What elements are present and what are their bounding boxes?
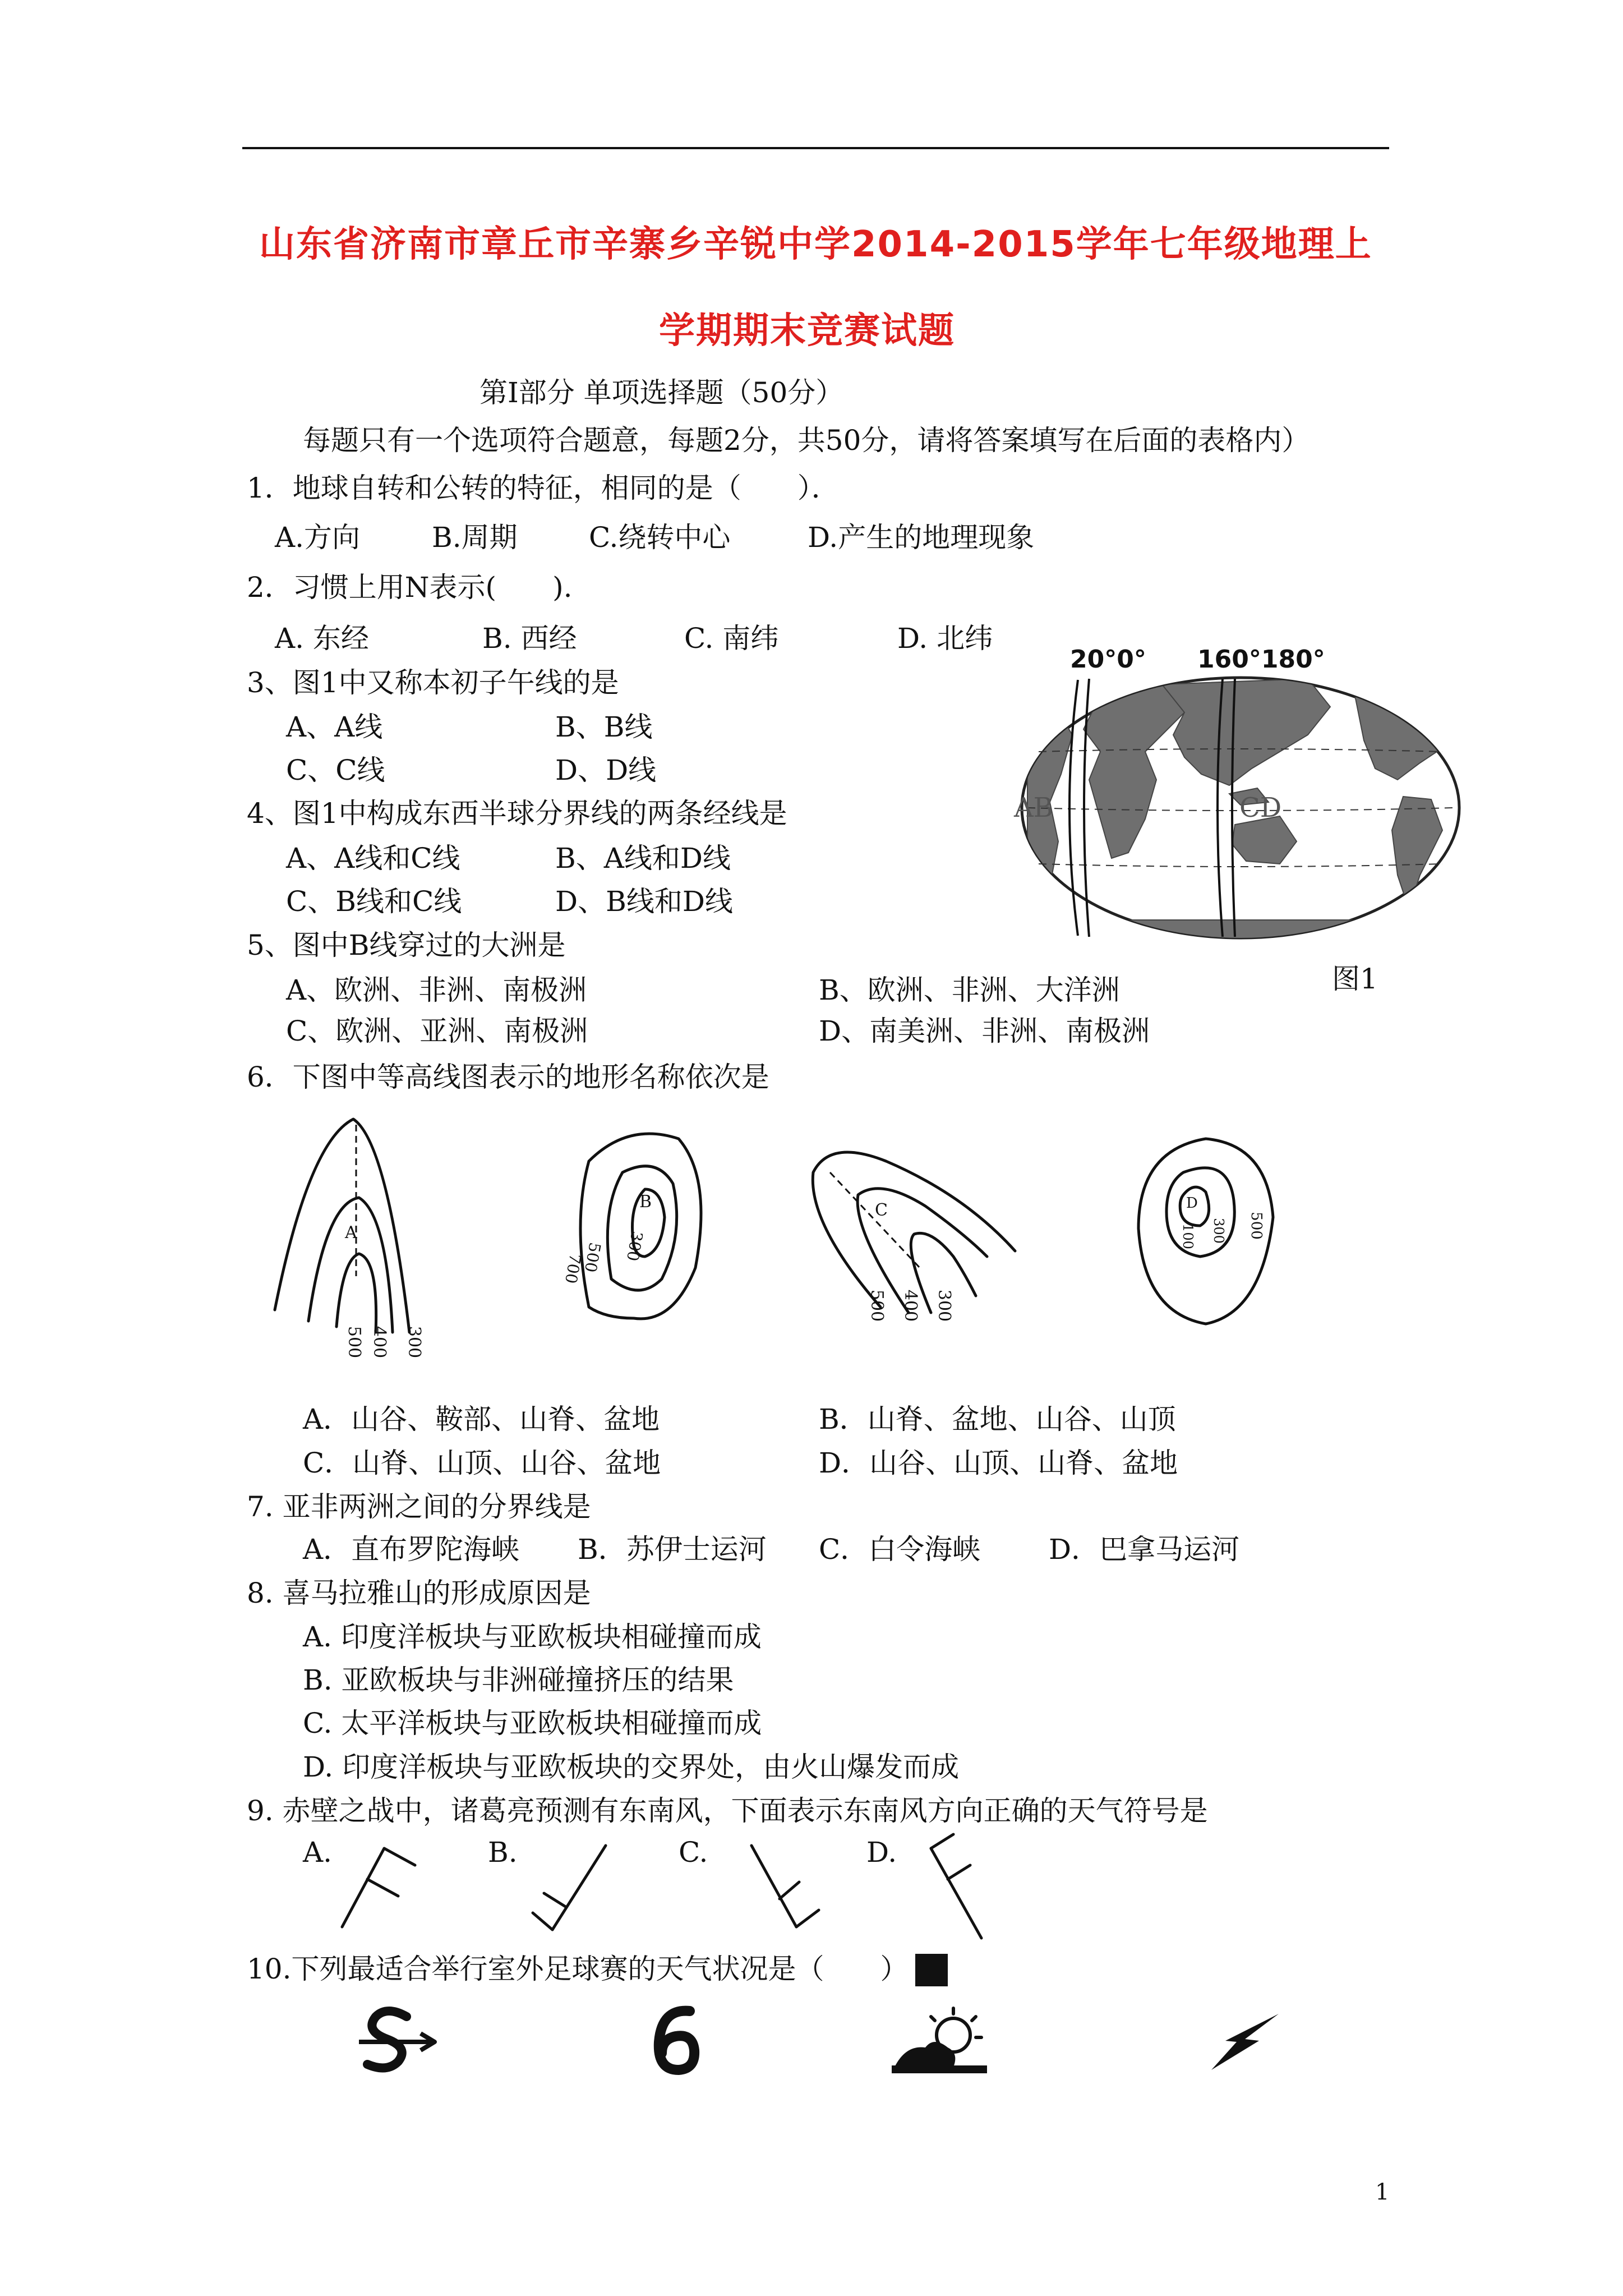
contour3-label-300: 300 — [934, 1289, 955, 1322]
contour2-point: B — [639, 1192, 652, 1212]
page-title-line1: 山东省济南市章丘市辛寨乡辛锐中学2014-2015学年七年级地理上 — [259, 224, 1372, 265]
q7-option-b: B．苏伊士运河 — [578, 1533, 767, 1566]
map-label-20-0: 20°0° — [1070, 645, 1146, 674]
map-label-ab: AB — [1014, 792, 1053, 823]
contour4-label-100: 100 — [1179, 1223, 1196, 1249]
q6-option-c: C．山脊、山顶、山谷、盆地 — [303, 1447, 661, 1479]
contour3-label-500: 500 — [867, 1289, 887, 1322]
sandstorm-icon — [353, 2003, 443, 2081]
q6-option-d: D．山谷、山顶、山脊、盆地 — [819, 1447, 1178, 1479]
q1-option-d: D.产生的地理现象 — [808, 521, 1035, 554]
q5-option-b: B、欧洲、非洲、大洋洲 — [819, 974, 1120, 1006]
q4-option-d: D、B线和D线 — [555, 885, 733, 918]
contour4-label-500: 500 — [1247, 1212, 1265, 1240]
q8-option-d: D. 印度洋板块与亚欧板块的交界处，由火山爆发而成 — [303, 1751, 960, 1783]
contour2-label-700: 700 — [561, 1252, 585, 1285]
contour1-label-400: 400 — [370, 1326, 390, 1359]
wind-symbol-d — [903, 1826, 1004, 1949]
contour2-label-300: 300 — [623, 1230, 647, 1263]
page-title-line2: 学期期末竞赛试题 — [659, 310, 955, 352]
q1-stem: 1．地球自转和公转的特征，相同的是（ ）． — [247, 472, 840, 504]
q5-option-d: D、南美洲、非洲、南极洲 — [819, 1015, 1150, 1047]
q7-option-a: A．直布罗陀海峡 — [303, 1533, 520, 1566]
q7-option-d: D．巴拿马运河 — [1049, 1533, 1240, 1566]
q9-option-c: C. — [679, 1836, 708, 1869]
q2-option-d: D. 北纬 — [897, 622, 993, 655]
typhoon-icon — [645, 2003, 707, 2081]
q2-option-b: B. 西经 — [482, 622, 577, 655]
q8-option-b: B. 亚欧板块与非洲碰撞挤压的结果 — [303, 1664, 734, 1696]
q1-option-a: A.方向 — [275, 521, 361, 554]
contour3-label-400: 400 — [901, 1289, 921, 1322]
thunder-icon — [1206, 2008, 1284, 2076]
q2-stem: 2．习惯上用N表示( ). — [247, 571, 573, 604]
q5-stem: 5、图中B线穿过的大洲是 — [247, 929, 566, 961]
map-label-cd: CD — [1239, 792, 1282, 823]
wind-symbol-a — [331, 1832, 432, 1938]
q3-option-d: D、D线 — [555, 754, 657, 786]
wind-symbol-c — [735, 1834, 836, 1941]
q3-option-b: B、B线 — [555, 711, 653, 743]
contour4-point: D — [1186, 1195, 1198, 1212]
page-number: 1 — [1375, 2179, 1390, 2205]
q4-option-a: A、A线和C线 — [286, 842, 460, 875]
q7-stem: 7. 亚非两洲之间的分界线是 — [247, 1490, 591, 1523]
contour1-label-500: 500 — [344, 1326, 365, 1359]
q6-option-a: A．山谷、鞍部、山脊、盆地 — [303, 1403, 660, 1435]
contour-basin-figure — [1122, 1128, 1290, 1341]
q9-option-b: B. — [488, 1836, 518, 1869]
q3-option-a: A、A线 — [286, 711, 383, 743]
q4-option-b: B、A线和D线 — [555, 842, 731, 875]
section-heading: 第Ⅰ部分 单项选择题（50分） — [479, 376, 844, 409]
wind-symbol-b — [522, 1834, 623, 1941]
q9-option-d: D. — [866, 1836, 897, 1869]
q9-option-a: A. — [303, 1836, 333, 1869]
q3-stem: 3、图1中又称本初子午线的是 — [247, 666, 619, 699]
contour4-label-300: 300 — [1210, 1218, 1227, 1244]
q4-option-c: C、B线和C线 — [286, 885, 462, 918]
map-caption: 图1 — [1332, 963, 1378, 995]
map-label-160-180: 160°180° — [1197, 645, 1325, 674]
q1-option-b: B.周期 — [432, 521, 518, 554]
q10-filled-square — [915, 1954, 948, 1986]
contour3-point: C — [875, 1200, 888, 1220]
q4-stem: 4、图1中构成东西半球分界线的两条经线是 — [247, 797, 787, 830]
sunrise-sunny-icon — [892, 1997, 993, 2081]
q1-option-c: C.绕转中心 — [589, 521, 731, 554]
contour2-label-500: 500 — [580, 1241, 605, 1274]
q2-option-a: A. 东经 — [275, 622, 369, 655]
q2-option-c: C. 南纬 — [684, 622, 779, 655]
q8-option-a: A. 印度洋板块与亚欧板块相碰撞而成 — [303, 1621, 762, 1653]
section-instruction: 每题只有一个选项符合题意，每题2分，共50分，请将答案填写在后面的表格内） — [303, 424, 1310, 457]
q3-option-c: C、C线 — [286, 754, 385, 786]
q8-stem: 8. 喜马拉雅山的形成原因是 — [247, 1577, 591, 1609]
q6-stem: 6．下图中等高线图表示的地形名称依次是 — [247, 1061, 769, 1093]
q7-option-c: C．白令海峡 — [819, 1533, 981, 1566]
contour1-point: A — [345, 1223, 357, 1243]
contour1-label-300: 300 — [404, 1326, 425, 1359]
q10-stem: 10.下列最适合举行室外足球赛的天气状况是（ ） — [247, 1953, 909, 1985]
q6-option-b: B．山脊、盆地、山谷、山顶 — [819, 1403, 1176, 1435]
header-rule — [242, 147, 1389, 149]
q9-stem: 9. 赤壁之战中，诸葛亮预测有东南风，下面表示东南风方向正确的天气符号是 — [247, 1795, 1208, 1827]
contour-peak-figure — [566, 1122, 751, 1335]
q5-option-a: A、欧洲、非洲、南极洲 — [286, 974, 587, 1006]
q8-option-c: C. 太平洋板块与亚欧板块相碰撞而成 — [303, 1707, 762, 1740]
q5-option-c: C、欧洲、亚洲、南极洲 — [286, 1015, 588, 1047]
